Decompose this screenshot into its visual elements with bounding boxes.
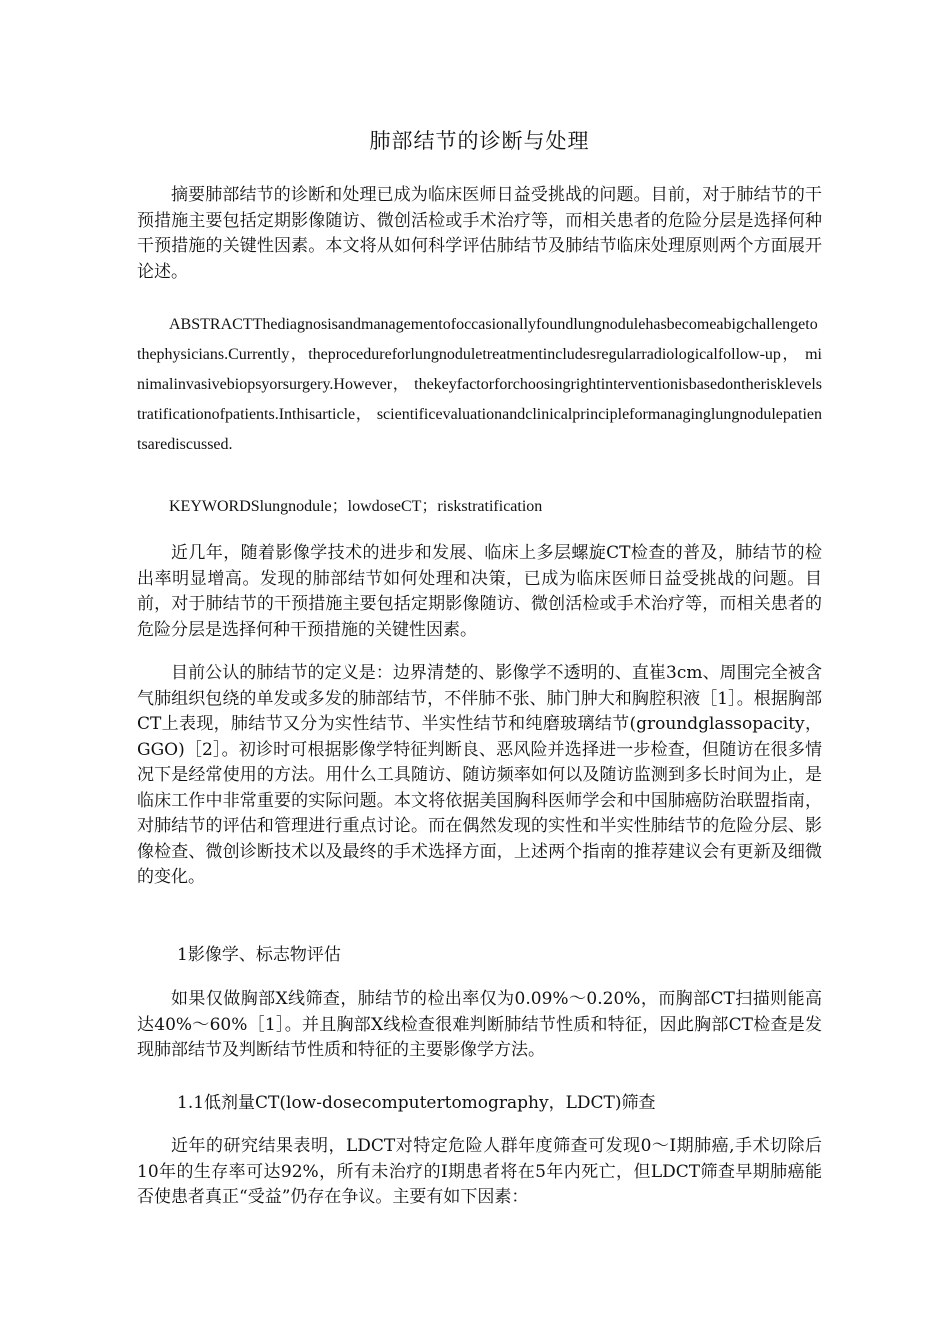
abstract-english: ABSTRACTThediagnosisandmanagementofoccasionallyfoundlungnodulehasbecomeabigchallengetothephysicians.Currently，theprocedureforlungnoduletreatmentincludesregularradiologicalfollow-up， minimalinvasivebiopsyorsurgery.However， thekeyfactorforchoosingrightinterventionisbasedontherisklevelstratificationofpatients.Inthisarticle， scientificevaluationandclinicalprincipleformanaginglungnodulepatientsarediscussed.	[137, 316, 823, 453]
paragraph-definition: 目前公认的肺结节的定义是：边界清楚的、影像学不透明的、直崔3cm、周围完全被含气肺组织包绕的单发或多发的肺部结节，不伴肺不张、肺门肿大和胸腔积液［1］。根据胸部CT上表现，肺结节又分为实性结节、半实性结节和纯磨玻璃结节(groundglassopacity，GGO)［2］。初诊时可根据影像学特征判断良、恶风险并选择进一步检查，但随访在很多情况下是经常使用的方法。用什么工具随访、随访频率如何以及随访监测到多长时间为止，是临床工作中非常重要的实际问题。本文将依据美国胸科医师学会和中国肺癌防治联盟指南，对肺结节的评估和管理进行重点讨论。而在偶然发现的实性和半实性肺结节的危险分层、影像检查、微创诊断技术以及最终的手术选择方面，上述两个指南的推荐建议会有更新及细微的变化。	[137, 663, 822, 887]
section-heading-1: 1影像学、标志物评估	[177, 945, 341, 965]
abstract-chinese: 摘要肺部结节的诊断和处理已成为临床医师日益受挑战的问题。目前，对于肺结节的干预措施主要包括定期影像随访、微创活检或手术治疗等，而相关患者的危险分层是选择何种干预措施的关键性因素。本文将从如何科学评估肺结节及肺结节临床处理原则两个方面展开论述。	[137, 185, 822, 282]
page-title: 肺部结节的诊断与处理	[369, 129, 590, 153]
paragraph-ldct: 近年的研究结果表明，LDCT对特定危险人群年度筛查可发现0〜I期肺癌,手术切除后10年的生存率可达92%，所有未治疗的I期患者将在5年内死亡，但LDCT筛查早期肺癌能否使患者真正“受益”仍存在争议。主要有如下因素：	[137, 1136, 822, 1207]
keywords: KEYWORDSlungnodule；lowdoseCT；riskstratification	[169, 498, 543, 515]
section-heading-1-1: 1.1低剂量CT(low-dosecomputertomography，LDCT)筛查	[177, 1093, 656, 1113]
paragraph-xray: 如果仅做胸部X线筛查，肺结节的检出率仅为0.09%〜0.20%，而胸部CT扫描则能高达40%〜60%［1］。并且胸部X线检查很难判断肺结节性质和特征，因此胸部CT检查是发现肺部结节及判断结节性质和特征的主要影像学方法。	[137, 989, 822, 1060]
paragraph-intro: 近几年，随着影像学技术的进步和发展、临床上多层螺旋CT检查的普及，肺结节的检出率明显增高。发现的肺部结节如何处理和决策，已成为临床医师日益受挑战的问题。目前，对于肺结节的干预措施主要包括定期影像随访、微创活检或手术治疗等，而相关患者的危险分层是选择何种干预措施的关键性因素。	[137, 543, 822, 640]
